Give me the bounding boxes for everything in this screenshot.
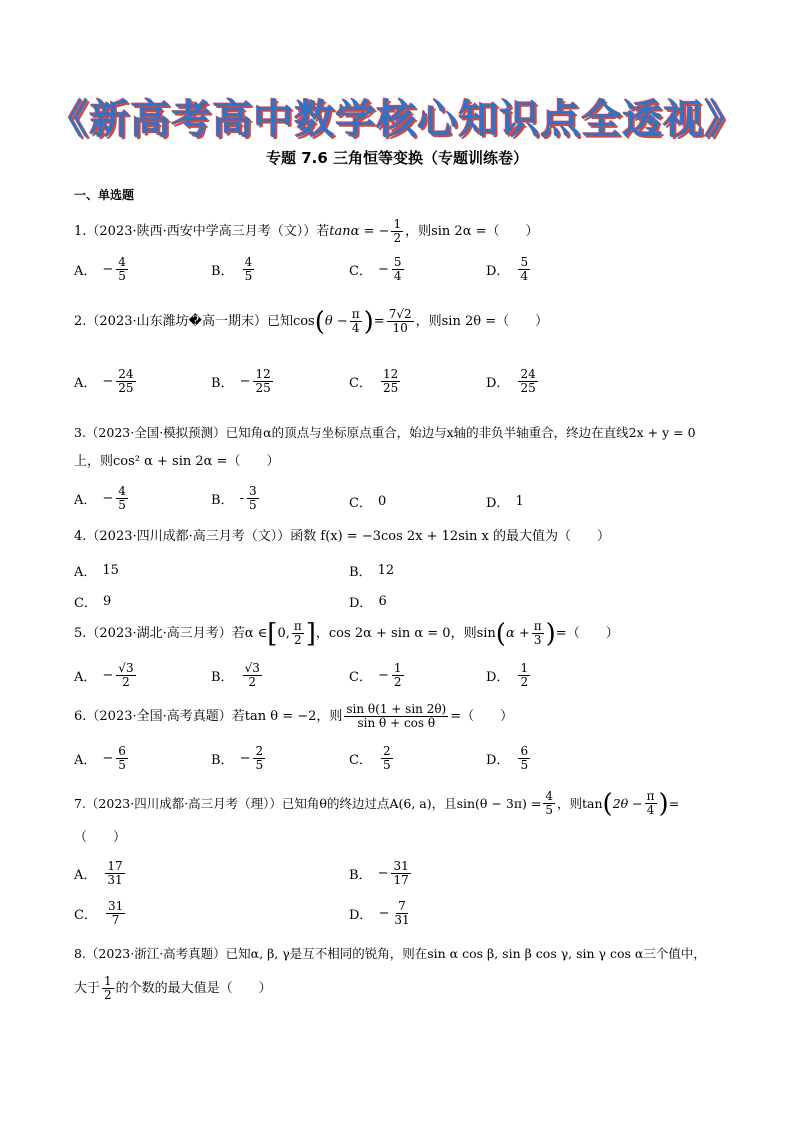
question-6-option-a[interactable]: [74, 745, 130, 772]
option-label: A．: [74, 565, 97, 580]
frac-num: 4: [118, 255, 126, 269]
frac-den: 2: [293, 633, 302, 647]
frac-den: 5: [248, 498, 257, 512]
option-sign: −: [102, 668, 114, 683]
frac-num: π: [646, 789, 655, 803]
question-7-text: 7.（2023·四川成都·高三月考（理））已知角θ的终边过点A(6, a)，且sin(θ − 3π) =: [74, 795, 542, 811]
option-sign: −: [377, 668, 389, 683]
question-6-option-d[interactable]: [486, 745, 532, 772]
option-text: 12: [377, 563, 395, 578]
option-frac: [105, 860, 124, 887]
question-1-option-a[interactable]: [74, 256, 130, 283]
option-label: B．: [211, 376, 234, 391]
question-7-line-2: （ ）: [74, 830, 127, 845]
question-7-option-a[interactable]: [74, 860, 127, 887]
frac-num: 2: [382, 744, 391, 758]
frac-num: 12: [382, 367, 399, 381]
option-label: B．: [211, 753, 234, 768]
option-frac: [253, 368, 272, 395]
option-frac: [518, 662, 530, 689]
option-frac: [392, 900, 411, 927]
option-label: C．: [349, 753, 372, 768]
question-7-option-d[interactable]: [349, 900, 414, 927]
interval-start: 0,: [277, 625, 290, 641]
option-frac: [247, 485, 259, 512]
question-8-text: 大于: [74, 980, 101, 996]
option-label: B．: [349, 565, 372, 580]
option-label: D．: [486, 376, 510, 391]
frac-den: 2: [122, 675, 130, 689]
question-7-inner: 2θ −: [612, 795, 643, 811]
frac-den: 5: [382, 758, 391, 772]
question-3-option-d[interactable]: [486, 492, 524, 511]
question-7-stem: [74, 790, 679, 817]
frac-num: π: [533, 619, 542, 633]
frac-den: 5: [255, 758, 264, 772]
banner-title: 《新高考高中数学核心知识点全透视》: [48, 97, 746, 143]
paren-close: ): [658, 788, 669, 819]
equals-sign: =: [373, 313, 385, 329]
frac-den: 25: [382, 381, 399, 395]
question-3-option-c[interactable]: [349, 492, 386, 511]
frac-num: 4: [118, 484, 126, 498]
option-label: B．: [211, 264, 234, 279]
option-label: B．: [211, 670, 234, 685]
frac-den: 5: [244, 269, 253, 283]
paren-open: (: [314, 306, 325, 337]
frac-den: 2: [248, 675, 257, 689]
question-5-pi-frac: [292, 620, 304, 647]
question-3-option-b[interactable]: [211, 485, 261, 512]
question-2-text: 2.（2023·山东潍坊�高一期末）已知cos: [74, 313, 315, 329]
option-frac: [116, 368, 135, 395]
frac-num: 2: [255, 744, 264, 758]
question-7-pi-frac: [645, 790, 657, 817]
question-3-line-1: 3.（2023·全国·模拟预测）已知角α的顶点与坐标原点重合，始边与x轴的非负半轴重合，终边在直线2x + y = 0: [74, 425, 696, 440]
question-2-option-b[interactable]: [211, 368, 275, 395]
question-1-text: 1.（2023·陕西·西安中学高三月考（文））若: [74, 224, 330, 239]
question-1-option-b[interactable]: [211, 256, 256, 283]
frac-num: 12: [255, 367, 271, 381]
frac-den: 25: [520, 381, 536, 395]
frac-num: sin θ(1 + sin 2θ): [346, 702, 447, 716]
option-text: 0: [377, 494, 387, 509]
question-1-text-b: ，则sin 2α =（ ）: [405, 224, 539, 239]
option-sign: −: [377, 262, 389, 277]
paren-open: (: [495, 618, 506, 649]
frac-num: 5: [520, 255, 529, 269]
frac-den: 25: [255, 381, 271, 395]
frac-num: 1: [393, 661, 402, 675]
option-sign: -: [239, 491, 244, 506]
option-label: A．: [74, 264, 97, 279]
question-6-option-b[interactable]: [211, 745, 267, 772]
option-frac: [116, 256, 128, 283]
question-2-inner: θ −: [324, 313, 348, 329]
question-5-option-a[interactable]: [74, 662, 138, 689]
frac-num: 4: [545, 789, 554, 803]
frac-num: 7√2: [388, 307, 412, 321]
frac-den: 3: [533, 633, 542, 647]
frac-num: 1: [104, 974, 112, 988]
question-5-text-b: ，cos 2α + sin α = 0，则sin: [315, 625, 496, 641]
frac-num: 1: [393, 217, 402, 231]
option-frac: [391, 860, 410, 887]
frac-den: 5: [118, 269, 126, 283]
frac-num: 4: [244, 255, 253, 269]
frac-den: 5: [545, 803, 554, 817]
page-title: 专题 7.6 三角恒等变换（专题训练卷）: [265, 149, 529, 167]
option-frac: [106, 900, 125, 927]
question-4-option-d[interactable]: [349, 592, 387, 611]
option-text: 15: [102, 563, 119, 578]
frac-den: 5: [118, 758, 126, 772]
option-label: C．: [349, 670, 372, 685]
question-8-line-2: [74, 975, 272, 1002]
frac-den: 31: [107, 873, 123, 887]
option-frac: [116, 745, 128, 772]
question-5-stem: [74, 620, 619, 647]
paren-close: ): [363, 306, 374, 337]
question-7-text-c: =: [668, 795, 680, 811]
frac-num: 5: [393, 255, 402, 269]
option-label: B．: [211, 493, 234, 508]
frac-num: √3: [244, 661, 260, 675]
option-sign: −: [239, 751, 251, 766]
question-1-option-d[interactable]: [486, 256, 532, 283]
frac-num: 31: [393, 859, 409, 873]
question-1-stem: [74, 218, 539, 245]
option-sign: −: [102, 751, 114, 766]
question-5-text-c: =（ ）: [555, 625, 619, 641]
frac-num: √3: [118, 661, 134, 675]
option-label: D．: [486, 670, 510, 685]
option-label: D．: [349, 908, 373, 923]
question-1-tan: tanα = −: [329, 224, 390, 239]
frac-num: 6: [520, 744, 529, 758]
option-label: D．: [486, 496, 510, 511]
question-8-line-1: 8.（2023·浙江·高考真题）已知α, β, γ是互不相同的锐角，则在sin α cos β, sin β cos γ, sin γ cos α三个值中，: [74, 946, 706, 961]
question-4-option-b[interactable]: [349, 561, 394, 580]
option-label: D．: [486, 264, 510, 279]
option-label: A．: [74, 753, 97, 768]
question-5-option-c[interactable]: [349, 662, 406, 689]
option-frac: [253, 745, 265, 772]
bracket-open: [: [267, 618, 278, 649]
option-label: D．: [349, 596, 373, 611]
frac-num: 1: [520, 661, 529, 675]
question-5-text: 5.（2023·湖北·高三月考）若α ∈: [74, 625, 268, 641]
question-6-text: 6.（2023·全国·高考真题）若tan θ = −2，则: [74, 708, 343, 724]
frac-den: 4: [646, 803, 655, 817]
option-sign: −: [377, 866, 389, 881]
option-text: 1: [515, 494, 524, 509]
option-label: C．: [74, 908, 97, 923]
question-1-option-c[interactable]: [349, 256, 406, 283]
frac-den: 2: [393, 675, 402, 689]
question-2-value-frac: [387, 308, 414, 335]
option-frac: [518, 745, 530, 772]
option-label: C．: [74, 596, 97, 611]
question-2-stem: [74, 308, 548, 335]
option-sign: −: [102, 374, 114, 389]
question-2-text-b: ，则sin 2θ =（ ）: [415, 313, 549, 329]
question-5-pi3-frac: [532, 620, 544, 647]
option-label: D．: [486, 753, 510, 768]
frac-num: 31: [107, 899, 124, 913]
question-3-option-a[interactable]: [74, 485, 130, 512]
question-2-option-c[interactable]: [349, 368, 402, 395]
option-label: A．: [74, 493, 97, 508]
option-frac: [518, 256, 530, 283]
option-sign: −: [378, 906, 390, 921]
frac-den: sin θ + cos θ: [357, 716, 436, 730]
frac-den: 2: [393, 231, 402, 245]
question-8-text-b: 的个数的最大值是（ ）: [115, 980, 272, 996]
option-text: 6: [378, 594, 387, 609]
question-6-text-b: =（ ）: [450, 708, 514, 724]
frac-den: 5: [118, 498, 126, 512]
frac-num: 6: [118, 744, 126, 758]
frac-den: 10: [392, 321, 408, 335]
frac-num: 7: [398, 899, 406, 913]
question-4-stem: 4.（2023·四川成都·高三月考（文））函数 f(x) = −3cos 2x + 12sin x 的最大值为（ ）: [74, 529, 611, 544]
frac-num: 17: [107, 859, 123, 873]
question-4-option-a[interactable]: [74, 561, 119, 580]
option-frac: [392, 256, 404, 283]
frac-den: 31: [394, 913, 410, 927]
paren-close: ): [545, 618, 556, 649]
frac-num: 24: [520, 367, 536, 381]
section-heading: 一、单选题: [74, 188, 135, 202]
question-1-frac: [391, 218, 403, 245]
option-frac: [518, 368, 537, 395]
frac-den: 2: [520, 675, 529, 689]
frac-num: π: [351, 307, 360, 321]
paren-open: (: [602, 788, 613, 819]
question-6-frac: [344, 703, 448, 730]
option-frac: [116, 485, 128, 512]
option-text: 9: [102, 594, 112, 609]
option-frac: [116, 662, 135, 689]
frac-den: 4: [393, 269, 402, 283]
question-3-line-2: 上，则cos² α + sin 2α =（ ）: [74, 454, 280, 469]
option-label: A．: [74, 376, 97, 391]
option-sign: −: [102, 262, 114, 277]
frac-num: 3: [248, 484, 257, 498]
option-frac: [243, 662, 262, 689]
frac-den: 17: [393, 873, 409, 887]
option-frac: [381, 745, 393, 772]
option-frac: [381, 368, 400, 395]
question-2-option-d[interactable]: [486, 368, 540, 395]
question-7-text-b: ，则tan: [557, 795, 603, 811]
option-label: A．: [74, 670, 97, 685]
option-label: C．: [349, 496, 372, 511]
option-label: A．: [74, 868, 97, 883]
frac-den: 4: [351, 321, 360, 335]
question-6-stem: [74, 703, 513, 730]
frac-num: π: [293, 619, 302, 633]
frac-num: 24: [118, 367, 134, 381]
question-5-option-d[interactable]: [486, 662, 532, 689]
question-7-option-c[interactable]: [74, 900, 127, 927]
frac-den: 2: [104, 988, 112, 1002]
option-label: B．: [349, 868, 372, 883]
question-5-option-b[interactable]: [211, 662, 264, 689]
question-8-half-frac: [102, 975, 114, 1002]
frac-den: 25: [118, 381, 134, 395]
option-label: C．: [349, 264, 372, 279]
question-2-pi-frac: [350, 308, 362, 335]
question-2-option-a[interactable]: [74, 368, 138, 395]
option-frac: [392, 662, 404, 689]
bracket-close: ]: [305, 618, 316, 649]
question-4-option-c[interactable]: [74, 592, 111, 611]
option-frac: [243, 256, 255, 283]
frac-den: 4: [520, 269, 529, 283]
question-7-value-frac: [543, 790, 555, 817]
option-label: C．: [349, 376, 372, 391]
option-sign: −: [239, 374, 251, 389]
frac-den: 5: [520, 758, 529, 772]
option-sign: −: [102, 491, 114, 506]
frac-den: 7: [111, 913, 120, 927]
question-7-option-b[interactable]: [349, 860, 413, 887]
question-5-inner: α +: [505, 625, 530, 641]
question-6-option-c[interactable]: [349, 745, 395, 772]
